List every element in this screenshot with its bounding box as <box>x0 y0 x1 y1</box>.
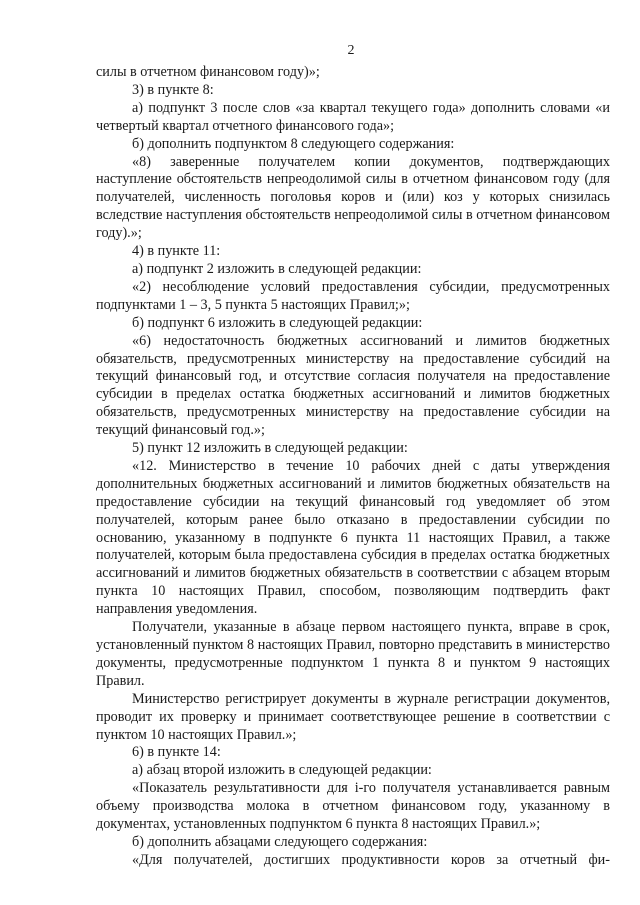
paragraph: 5) пункт 12 изложить в следующей редакции: <box>132 440 408 457</box>
paragraph: «Показатель результативности для i-го получателя устанавливается равным объему производства молока в отчетном финансовом году, указанному в документах, установленных подпунктом 6 пункта 8 настоящих Правил.»; <box>96 780 610 833</box>
document-body <box>96 64 610 870</box>
paragraph: 3) в пункте 8: <box>132 81 214 98</box>
paragraph: 6) в пункте 14: <box>132 744 221 761</box>
paragraph: а) подпункт 2 изложить в следующей редакции: <box>132 260 422 277</box>
paragraph: «8) заверенные получателем копии документов, подтверждающих наступление обстоятельств непреодолимой силы в отчетном финансовом году (для получателей, численность поголовья коров и (или) коз у которых снизилась вследствие наступления обстоятельств непреодолимой силы в отчетном финансовом году).»; <box>96 153 610 242</box>
paragraph: а) абзац второй изложить в следующей редакции: <box>132 762 432 779</box>
paragraph: силы в отчетном финансовом году)»; <box>96 64 320 80</box>
paragraph: б) дополнить абзацами следующего содержания: <box>132 833 428 850</box>
paragraph: «2) несоблюдение условий предоставления субсидии, предусмотренных подпунктами 1 – 3, 5 пункта 5 настоящих Правил;»; <box>96 278 610 313</box>
paragraph: Получатели, указанные в абзаце первом настоящего пункта, вправе в срок, установленный пунктом 8 настоящих Правил, повторно представить в министерство документы, предусмотренные подпунктом 1 пункта 8 и пунктом 9 настоящих Правил. <box>96 619 610 689</box>
paragraph: а) подпункт 3 после слов «за квартал текущего года» дополнить словами «и четвертый квартал отчетного финансового года»; <box>96 99 610 134</box>
paragraph: 4) в пункте 11: <box>132 243 221 260</box>
paragraph: б) дополнить подпунктом 8 следующего содержания: <box>132 135 455 152</box>
paragraph: «12. Министерство в течение 10 рабочих дней с даты утверждения дополнительных бюджетных ассигнований и лимитов бюджетных обязательств на предоставление субсидии на текущий финансовый год уведомляет об этом получателей, которым ранее было отказано в предоставлении субсидии по основанию, указанному в подпункте 6 пункта 11 настоящих Правил, а также получателей, которым была предоставлена субсидия в пределах остатка бюджетных ассигнований и лимитов бюджетных обязательств в соответствии с абзацем вторым пункта 10 настоящих Правил, способом, позволяющим подтвердить факт направления уведомления. <box>96 457 610 618</box>
paragraph: Министерство регистрирует документы в журнале регистрации документов, проводит их проверку и принимает соответствующее решение в соответствии с пунктом 10 настоящих Правил.»; <box>96 690 610 743</box>
page-number: 2 <box>347 43 355 58</box>
paragraph: б) подпункт 6 изложить в следующей редакции: <box>132 314 423 331</box>
paragraph: «Для получателей, достигших продуктивности коров за отчетный фи- <box>132 851 610 868</box>
paragraph: «6) недостаточность бюджетных ассигнований и лимитов бюджетных обязательств, предусмотренных министерству на предоставление субсидий на текущий финансовый год, и отсутствие согласия получателя на предоставление субсидии в пределах остатка бюджетных ассигнований и лимитов бюджетных обязательств, предусмотренных министерству на предоставление субсидии на текущий финансовый год.»; <box>96 332 610 439</box>
